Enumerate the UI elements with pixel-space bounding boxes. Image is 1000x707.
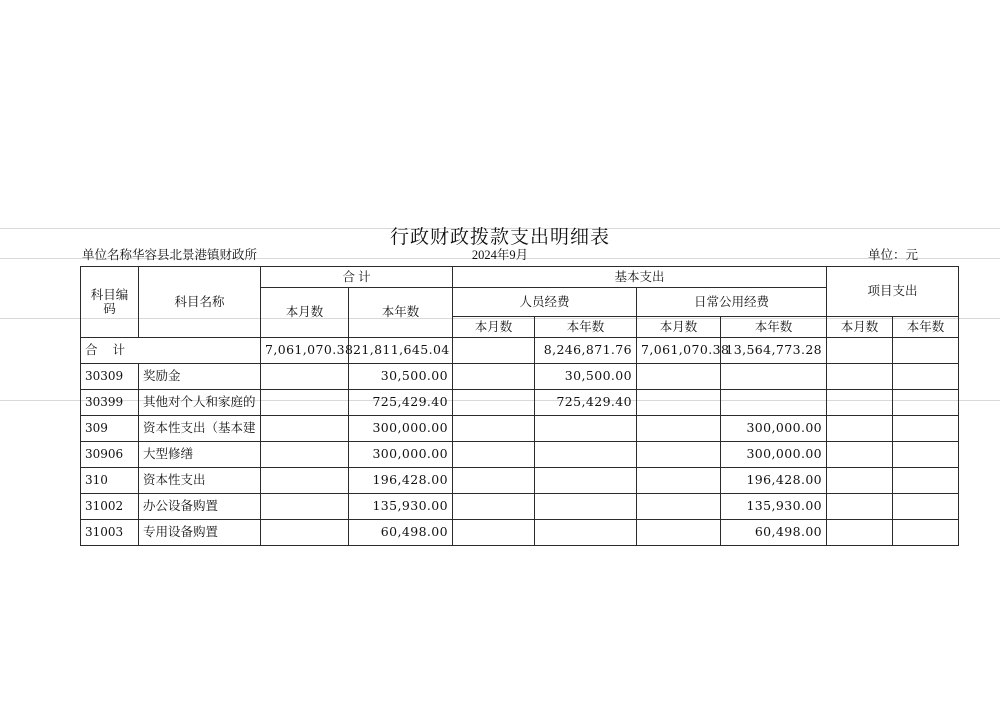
row-daily-month [637, 416, 721, 442]
unit-label: 单位名称 [82, 248, 133, 262]
header-cell-personnel-year: 本年数 [535, 317, 637, 338]
row-daily-month [637, 494, 721, 520]
row-daily-year: 196,428.00 [721, 468, 827, 494]
document-meta [82, 245, 918, 263]
row-total-year: 300,000.00 [349, 416, 453, 442]
row-code: 30309 [81, 364, 139, 390]
table-header-row-1 [81, 267, 959, 288]
total-row-total-month: 7,061,070.38 [261, 338, 349, 364]
row-personnel-month [453, 494, 535, 520]
row-daily-year: 300,000.00 [721, 442, 827, 468]
row-project-month [827, 494, 893, 520]
row-code: 30399 [81, 390, 139, 416]
row-project-month [827, 468, 893, 494]
row-total-year: 30,500.00 [349, 364, 453, 390]
row-total-month [261, 520, 349, 546]
row-total-year: 60,498.00 [349, 520, 453, 546]
row-personnel-year [535, 520, 637, 546]
row-code: 31003 [81, 520, 139, 546]
row-daily-month [637, 442, 721, 468]
row-personnel-year [535, 416, 637, 442]
header-cell-total: 合 计 [261, 267, 453, 288]
currency-note: 单位：元 [867, 248, 918, 262]
table-row-total [81, 338, 959, 364]
row-code: 31002 [81, 494, 139, 520]
row-project-month [827, 390, 893, 416]
row-project-year [893, 364, 959, 390]
row-name: 办公设备购置 [139, 494, 261, 520]
header-cell-daily-public-expense: 日常公用经费 [637, 288, 827, 317]
table-row [81, 416, 959, 442]
total-row-project-month [827, 338, 893, 364]
table-row [81, 364, 959, 390]
row-total-year: 196,428.00 [349, 468, 453, 494]
header-cell-name: 科目名称 [139, 267, 261, 338]
row-personnel-year [535, 442, 637, 468]
row-name: 专用设备购置 [139, 520, 261, 546]
row-daily-year: 60,498.00 [721, 520, 827, 546]
report-period: 2024年9月 [471, 248, 529, 262]
row-code: 310 [81, 468, 139, 494]
row-personnel-year: 725,429.40 [535, 390, 637, 416]
header-cell-daily-month: 本月数 [637, 317, 721, 338]
row-name: 奖励金 [139, 364, 261, 390]
row-personnel-month [453, 442, 535, 468]
row-total-month [261, 442, 349, 468]
header-cell-project-expense: 项目支出 [827, 267, 959, 317]
row-daily-month [637, 364, 721, 390]
header-cell-total-month: 本月数 [261, 288, 349, 338]
table-row [81, 520, 959, 546]
row-project-month [827, 520, 893, 546]
table-row [81, 494, 959, 520]
row-personnel-month [453, 520, 535, 546]
row-personnel-month [453, 468, 535, 494]
row-total-month [261, 468, 349, 494]
row-total-year: 725,429.40 [349, 390, 453, 416]
row-daily-month [637, 520, 721, 546]
row-personnel-year [535, 494, 637, 520]
table-row [81, 442, 959, 468]
header-cell-project-year: 本年数 [893, 317, 959, 338]
row-project-year [893, 494, 959, 520]
total-row-project-year [893, 338, 959, 364]
row-daily-year: 135,930.00 [721, 494, 827, 520]
row-personnel-month [453, 416, 535, 442]
row-project-year [893, 468, 959, 494]
header-cell-personnel-expense: 人员经费 [453, 288, 637, 317]
row-project-month [827, 364, 893, 390]
row-total-year: 300,000.00 [349, 442, 453, 468]
header-cell-project-month: 本月数 [827, 317, 893, 338]
row-daily-year [721, 364, 827, 390]
row-name: 其他对个人和家庭的 [139, 390, 261, 416]
row-daily-year [721, 390, 827, 416]
total-row-label: 合 计 [81, 338, 261, 364]
table-row [81, 468, 959, 494]
row-name: 资本性支出 [139, 468, 261, 494]
header-cell-code: 科目编码 [81, 267, 139, 338]
row-code: 309 [81, 416, 139, 442]
row-daily-year: 300,000.00 [721, 416, 827, 442]
row-personnel-year [535, 468, 637, 494]
row-project-month [827, 442, 893, 468]
row-total-month [261, 416, 349, 442]
row-total-year: 135,930.00 [349, 494, 453, 520]
row-project-month [827, 416, 893, 442]
header-cell-personnel-month: 本月数 [453, 317, 535, 338]
row-total-month [261, 364, 349, 390]
row-daily-month [637, 390, 721, 416]
row-personnel-month [453, 390, 535, 416]
row-total-month [261, 494, 349, 520]
total-row-personnel-year: 8,246,871.76 [535, 338, 637, 364]
unit-value: 华容县北景港镇财政所 [132, 248, 258, 262]
page-title: 行政财政拨款支出明细表 [389, 226, 610, 248]
total-row-total-year: 21,811,645.04 [349, 338, 453, 364]
row-name: 大型修缮 [139, 442, 261, 468]
row-daily-month [637, 468, 721, 494]
header-cell-total-year: 本年数 [349, 288, 453, 338]
row-personnel-month [453, 364, 535, 390]
row-project-year [893, 442, 959, 468]
row-project-year [893, 520, 959, 546]
row-name: 资本性支出（基本建 [139, 416, 261, 442]
row-personnel-year: 30,500.00 [535, 364, 637, 390]
row-project-year [893, 390, 959, 416]
row-project-year [893, 416, 959, 442]
row-total-month [261, 390, 349, 416]
header-cell-daily-year: 本年数 [721, 317, 827, 338]
table-row [81, 390, 959, 416]
expenditure-table [80, 266, 959, 546]
total-row-daily-month: 7,061,070.38 [637, 338, 721, 364]
total-row-daily-year: 13,564,773.28 [721, 338, 827, 364]
total-row-personnel-month [453, 338, 535, 364]
header-cell-basic-expense: 基本支出 [453, 267, 827, 288]
row-code: 30906 [81, 442, 139, 468]
